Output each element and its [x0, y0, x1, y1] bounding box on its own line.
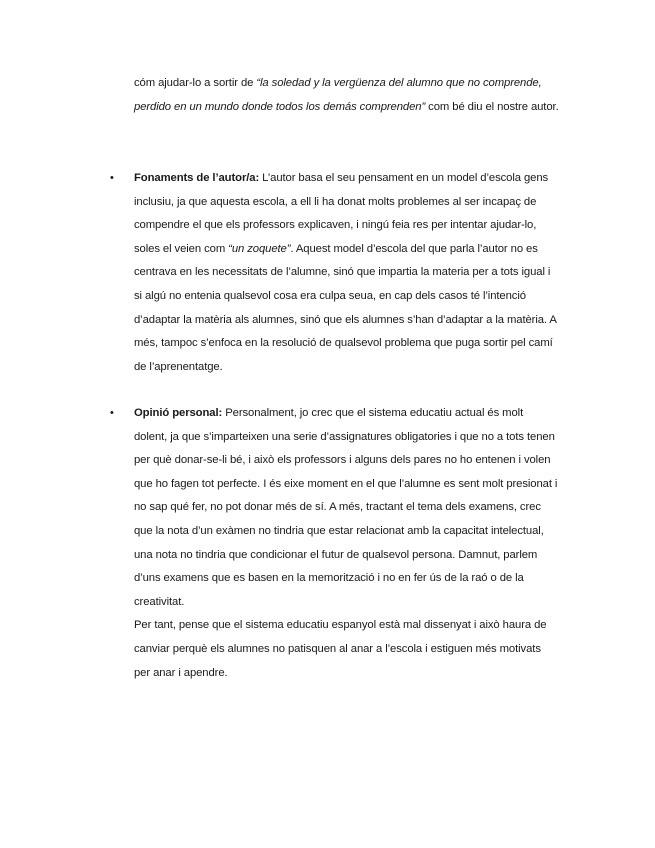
bullet-fonaments: •	[110, 172, 114, 184]
fonaments-heading: Fonaments de l’autor/a:	[134, 172, 260, 184]
opinio-text-1: Personalment, jo crec que el sistema educatiu actual és molt dolent, ja que s’imparteixen una serie d’assignatures obligatories i que no a tots tenen per què donar-se-li bé, i això els professors i alguns dels pares no ho entenen i volen que ho fagen tot perfecte. I és eixe moment en el que l’alumne es sent molt presionat i no sap qué fer, no pot donar més de sí. A més, tractant el tema dels examens, crec que la nota d’un exàmen no tindria que estar relacionat amb la capacitat intelectual, una nota no tindria que condicionar el futur de qualsevol persona. Damnut, parlem d’uns examens que es basen en la memorització i no en fer ús de la raó o de la creativitat.	[134, 407, 558, 608]
fonaments-text-1: L’autor basa el seu pensament en un model d’escola gens inclusiu, ja que aquesta escola, a ell li ha donat molts problemes al ser incapaç de compendre el que els professors explicaven, i ningú feia res per intentar ajudar-lo, soles el veien com	[134, 172, 549, 255]
opinio-paragraph	[134, 402, 559, 685]
intro-quote: “la soledad y la vergüenza del alumno que no comprende, perdido en un mundo donde todos los demás comprenden”	[134, 77, 542, 113]
fonaments-quote: “un zoquete”	[228, 242, 291, 255]
fonaments-text-2: . Aquest model d’escola del que parla l’autor no es centrava en les necessitats de l’alumne, sinó que impartia la materia per a tots igual i si algú no entenia qualsevol cosa era culpa seua, en cap dels casos té l’intenció d’adaptar la matèria als alumnes, sinó que els alumnes s’han d’adaptar a la matèria. A més, tampoc s’enfoca en la resolució de qualsevol problema que puga sortir pel camí de l’aprenentatge.	[134, 242, 557, 373]
opinio-text-2: Per tant, pense que el sistema educatiu espanyol està mal dissenyat i això haura de canviar perquè els alumnes no patisquen al anar a l’escola i estiguen més motivats per anar i apendre.	[134, 619, 547, 679]
bullet-opinio: •	[110, 407, 114, 419]
fonaments-paragraph	[134, 167, 559, 379]
opinio-heading: Opinió personal:	[134, 407, 223, 419]
intro-paragraph	[134, 72, 559, 119]
intro-text-after: com bé diu el nostre autor.	[425, 100, 559, 113]
intro-text-before: cóm ajudar-lo a sortir de	[134, 77, 257, 89]
